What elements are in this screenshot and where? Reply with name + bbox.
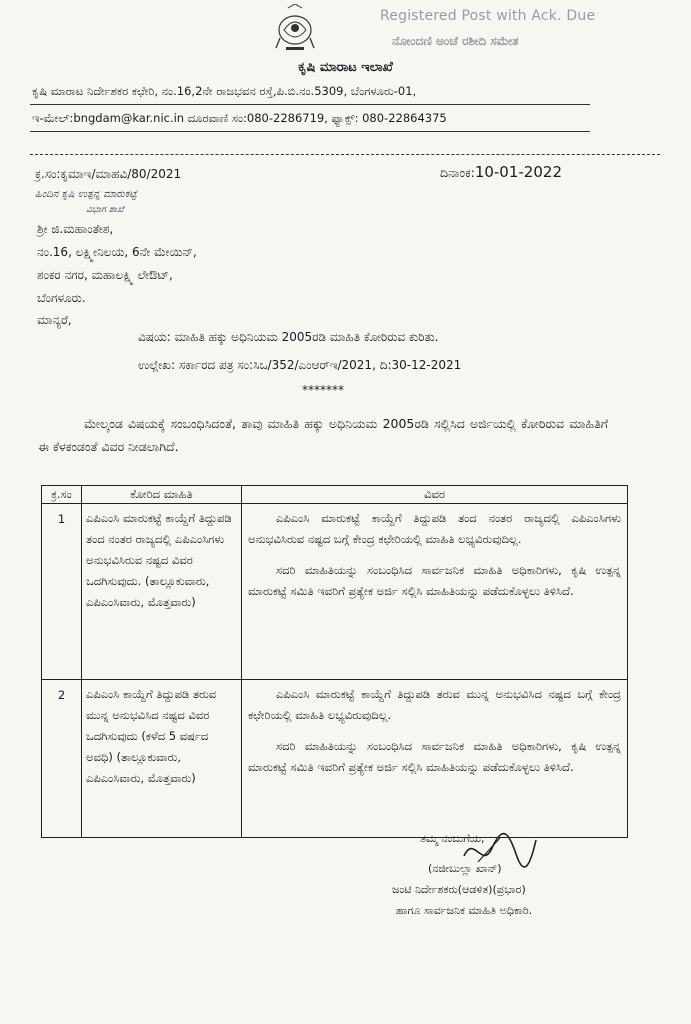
- recipient-address-line: ಶಂಕರ ನಗರ, ಮಹಾಲಕ್ಷ್ಮಿ ಲೇಔಟ್,: [37, 268, 173, 282]
- table-row: [42, 680, 628, 838]
- date-value: 10-01-2022: [474, 163, 562, 181]
- office-address: ಕೃಷಿ ಮಾರಾಟ ನಿರ್ದೇಶಕರ ಕಛೇರಿ, ನಂ.16,2ನೇ ರಾಜಭವನ ರಸ್ತೆ,ಪಿ.ಬಿ.ನಂ.5309, ಬೆಂಗಳೂರು-01,: [32, 84, 417, 98]
- column-header-requested: ಕೋರಿದ ಮಾಹಿತಿ: [82, 486, 242, 504]
- requested-info: ಎಪಿಎಂಸಿ ಕಾಯ್ದೆಗೆ ತಿದ್ದುಪಡಿ ತರುವ ಮುನ್ನ ಅನುಭವಿಸಿದ ನಷ್ಟದ ವಿವರ ಒದಗಿಸುವುದು (ಕಳೆದ 5 ವರ್ಷದ ಅವಧಿ) (ತಾಲ್ಲೂಕುವಾರು, ಎಪಿಎಂಸಿವಾರು, ಮೊತ್ತವಾರು): [82, 680, 242, 838]
- table-row: [42, 504, 628, 680]
- divider: [30, 104, 590, 105]
- department-name: ಕೃಷಿ ಮಾರಾಟ ಇಲಾಖೆ: [298, 60, 393, 75]
- registered-post-stamp-kannada: ನೋಂದಣಿ ಅಂಚೆ ರಶೀದಿ ಸಮೇತ: [392, 34, 519, 48]
- divider: [30, 131, 590, 132]
- detail-paragraph: ಸದರಿ ಮಾಹಿತಿಯನ್ನು ಸಂಬಂಧಿಸಿದ ಸಾರ್ವಜನಿಕ ಮಾಹಿತಿ ಅಧಿಕಾರಿಗಳು, ಕೃಷಿ ಉತ್ಪನ್ನ ಮಾರುಕಟ್ಟೆ ಸಮಿತಿ ಇವರಿಗೆ ಪ್ರತ್ಯೇಕ ಅರ್ಜಿ ಸಲ್ಲಿಸಿ ಮಾಹಿತಿಯನ್ನು ಪಡೆದುಕೊಳ್ಳಲು ತಿಳಿಸಿದೆ.: [248, 739, 621, 774]
- signatory-name: (ನಜೀಬುಲ್ಲಾ ಖಾನ್): [428, 862, 502, 875]
- body-paragraph: ಮೇಲ್ಕಂಡ ವಿಷಯಕ್ಕೆ ಸಂಬಂಧಿಸಿದಂತೆ, ತಾವು ಮಾಹಿತಿ ಹಕ್ಕು ಅಧಿನಿಯಮ 2005ರಡಿ ಸಲ್ಲಿಸಿದ ಅರ್ಜಿಯಲ್ಲಿ ಕೋರಿರುವ ಮಾಹಿತಿಗೆ ಈ ಕೆಳಕಂಡಂತೆ ವಿವರ ನೀಡಲಾಗಿದೆ.: [38, 416, 608, 454]
- letter-date: [440, 163, 562, 181]
- information-table: [41, 485, 628, 838]
- serial-number: 2: [42, 680, 82, 838]
- reference-number: ಕ್ರ.ಸಂ:ಕೃಮಾಇ/ಮಾಹವಿ/80/2021: [35, 167, 182, 181]
- date-label: ದಿನಾಂಕ:: [440, 165, 475, 180]
- recipient-address-line: ನಂ.16, ಲಕ್ಷ್ಮೀನಿಲಯ, 6ನೇ ಮೇಯಿನ್,: [37, 245, 197, 259]
- detail-paragraph: ಎಪಿಎಂಸಿ ಮಾರುಕಟ್ಟೆ ಕಾಯ್ದೆಗೆ ತಿದ್ದುಪಡಿ ತರುವ ಮುನ್ನ ಅನುಭವಿಸಿದ ನಷ್ಟದ ಬಗ್ಗೆ ಕೇಂದ್ರ ಕಛೇರಿಯಲ್ಲಿ ಮಾಹಿತಿ ಲಭ್ಯವಿರುವುದಿಲ್ಲ.: [248, 687, 621, 722]
- details-cell: [242, 680, 628, 838]
- registered-post-stamp: Registered Post with Ack. Due: [380, 8, 596, 24]
- signatory-designation: ಜಂಟಿ ನಿರ್ದೇಶಕರು(ಆಡಳಿತ)(ಪ್ರಭಾರ): [392, 883, 526, 896]
- separator: *******: [302, 383, 344, 397]
- closing: ತಮ್ಮ ನಂಬುಗೆಯ,: [420, 832, 485, 845]
- dashed-divider: [30, 154, 660, 155]
- column-header-serial: ಕ್ರ.ಸಂ: [42, 486, 82, 504]
- recipient-city: ಬೆಂಗಳೂರು.: [37, 291, 86, 305]
- signatory-role: ಹಾಗೂ ಸಾರ್ವಜನಿಕ ಮಾಹಿತಿ ಅಧಿಕಾರಿ.: [396, 904, 533, 917]
- details-cell: [242, 504, 628, 680]
- handwritten-note: ಹಿಂದಿನ ಕೃಷಿ ಉತ್ಪನ್ನ ಮಾರುಕಟ್ಟೆ: [35, 189, 137, 200]
- handwritten-note: ವಿಭಾಗ ಶಾಖೆ: [86, 205, 124, 215]
- serial-number: 1: [42, 504, 82, 680]
- detail-paragraph: ಸದರಿ ಮಾಹಿತಿಯನ್ನು ಸಂಬಂಧಿಸಿದ ಸಾರ್ವಜನಿಕ ಮಾಹಿತಿ ಅಧಿಕಾರಿಗಳು, ಕೃಷಿ ಉತ್ಪನ್ನ ಮಾರುಕಟ್ಟೆ ಸಮಿತಿ ಇವರಿಗೆ ಪ್ರತ್ಯೇಕ ಅರ್ಜಿ ಸಲ್ಲಿಸಿ ಮಾಹಿತಿಯನ್ನು ಪಡೆದುಕೊಳ್ಳಲು ತಿಳಿಸಿದೆ.: [248, 563, 621, 598]
- column-header-details: ವಿವರ: [242, 486, 628, 504]
- table-header-row: [42, 486, 628, 504]
- detail-paragraph: ಎಪಿಎಂಸಿ ಮಾರುಕಟ್ಟೆ ಕಾಯ್ದೆಗೆ ತಿದ್ದುಪಡಿ ತಂದ ನಂತರ ರಾಜ್ಯದಲ್ಲಿ ಎಪಿಎಂಸಿಗಳು ಅನುಭವಿಸಿರುವ ನಷ್ಟದ ಬಗ್ಗೆ ಕೇಂದ್ರ ಕಛೇರಿಯಲ್ಲಿ ಮಾಹಿತಿ ಲಭ್ಯವಿರುವುದಿಲ್ಲ.: [248, 511, 621, 546]
- subject-line: ವಿಷಯ: ಮಾಹಿತಿ ಹಕ್ಕು ಅಧಿನಿಯಮ 2005ರಡಿ ಮಾಹಿತಿ ಕೋರಿರುವ ಕುರಿತು.: [138, 330, 439, 344]
- recipient-name: ಶ್ರೀ ಜಿ.ಮಹಾಂತೇಶ,: [37, 222, 114, 236]
- contact-details: ಇ-ಮೇಲ್:bngdam@kar.nic.in ದೂರವಾಣಿ ಸಂ:080-2286719, ಫ್ಯಾಕ್ಸ್: 080-22864375: [32, 111, 447, 125]
- requested-info: ಎಪಿಎಂಸಿ ಮಾರುಕಟ್ಟೆ ಕಾಯ್ದೆಗೆ ತಿದ್ದುಪಡಿ ತಂದ ನಂತರ ರಾಜ್ಯದಲ್ಲಿ ಎಪಿಎಂಸಿಗಳು ಅನುಭವಿಸಿರುವ ನಷ್ಟದ ವಿವರ ಒದಗಿಸುವುದು. (ತಾಲ್ಲೂಕುವಾರು, ಎಪಿಎಂಸಿವಾರು, ಮೊತ್ತವಾರು): [82, 504, 242, 680]
- government-emblem-icon: [266, 4, 324, 54]
- reference-line: ಉಲ್ಲೇಖ: ಸರ್ಕಾರದ ಪತ್ರ ಸಂ:ಸಿಒ/352/ಎಂಆರ್‌ಇ/2021, ದಿ:30-12-2021: [138, 358, 462, 372]
- salutation: ಮಾನ್ಯರೆ,: [37, 313, 72, 327]
